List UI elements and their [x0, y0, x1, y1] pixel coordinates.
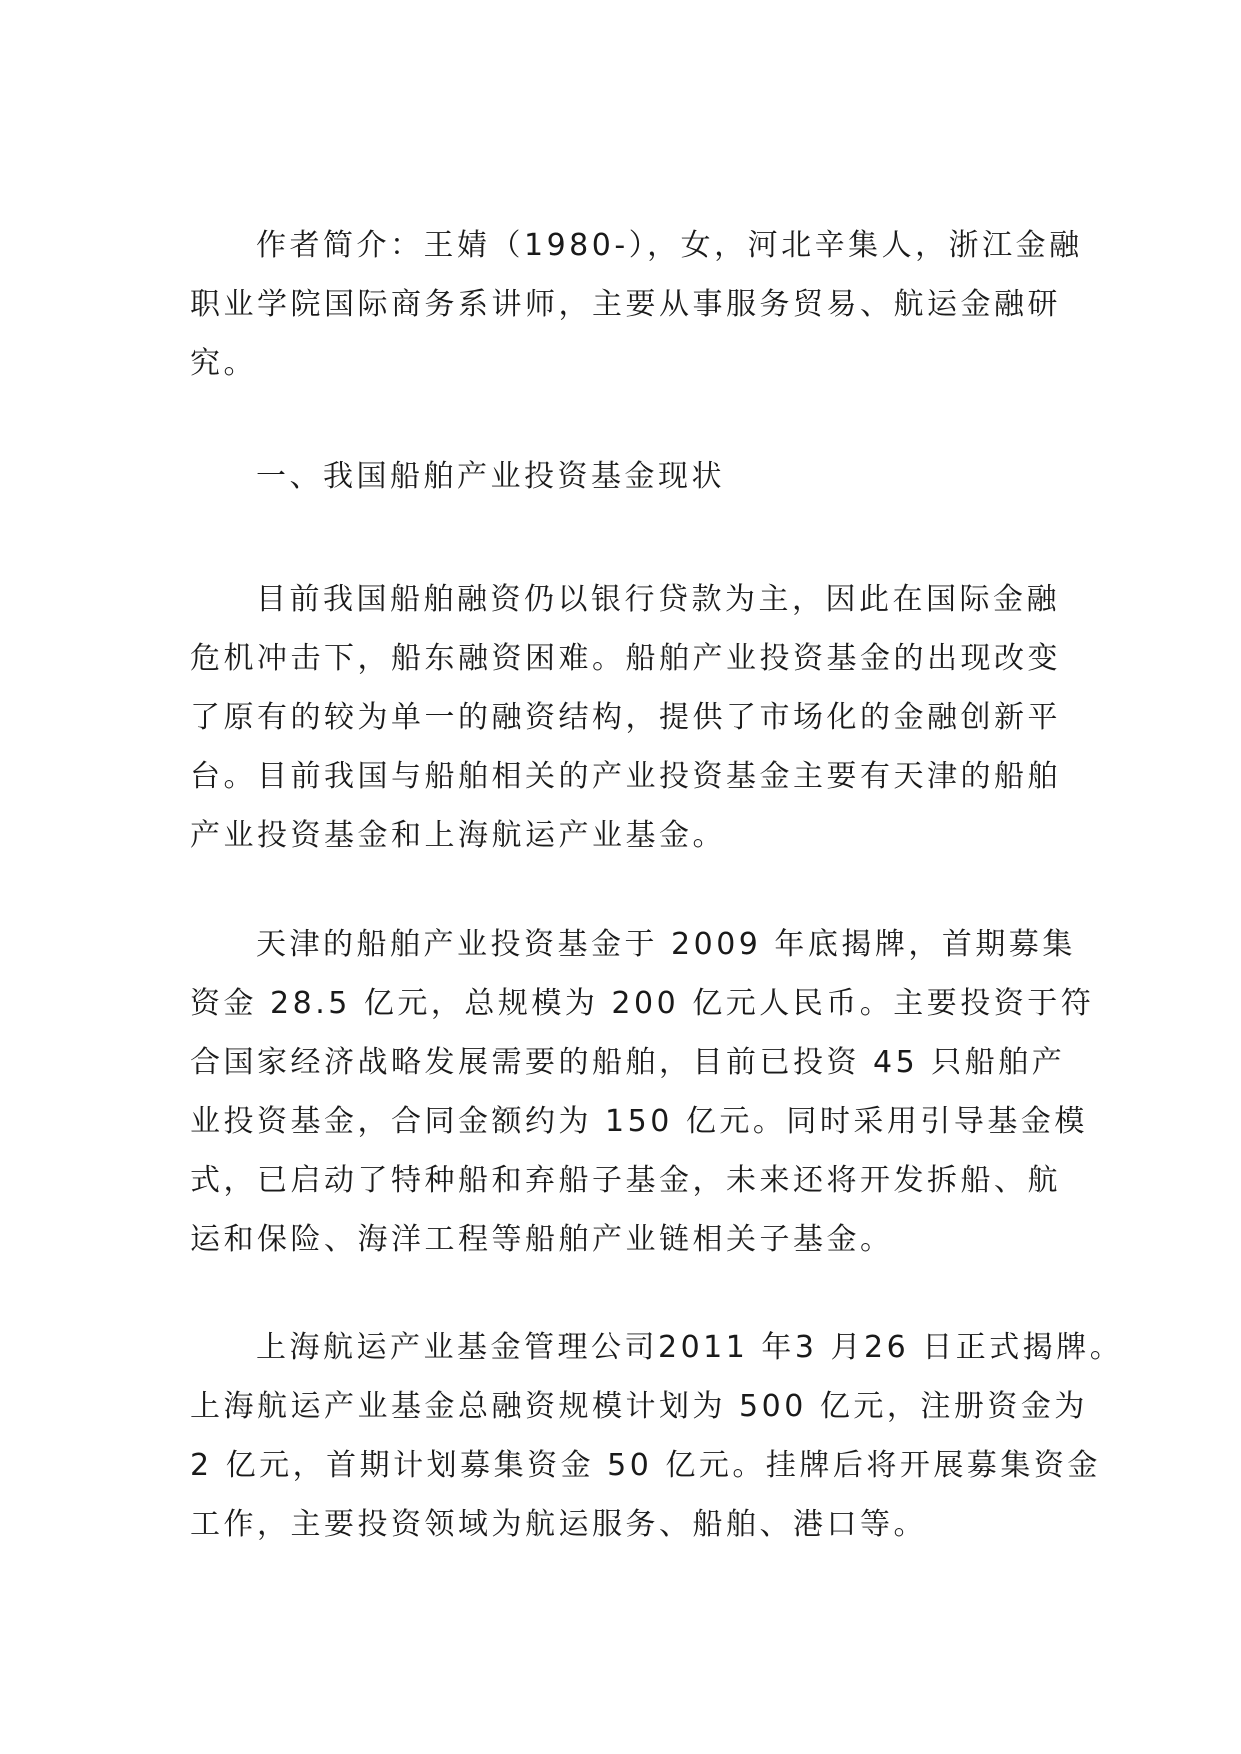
text-line: 合国家经济战略发展需要的船舶，目前已投资 45 只船舶产 [190, 1045, 1066, 1080]
text-line: 工作，主要投资领域为航运服务、船舶、港口等。 [190, 1507, 927, 1542]
text-line: 究。 [190, 346, 257, 381]
text-line: 上海航运产业基金总融资规模计划为 500 亿元，注册资金为 [190, 1389, 1088, 1424]
text-line: 台。目前我国与船舶相关的产业投资基金主要有天津的船舶 [190, 759, 1061, 794]
text-line: 了原有的较为单一的融资结构，提供了市场化的金融创新平 [190, 700, 1061, 735]
text-line: 危机冲击下，船东融资困难。船舶产业投资基金的出现改变 [190, 641, 1061, 676]
text-line: 式，已启动了特种船和弃船子基金，未来还将开发拆船、航 [190, 1163, 1061, 1198]
paragraph-2 [190, 915, 1095, 1269]
text-line: 运和保险、海洋工程等船舶产业链相关子基金。 [190, 1222, 894, 1257]
text-line: 职业学院国际商务系讲师，主要从事服务贸易、航运金融研 [190, 287, 1061, 322]
text-line: 产业投资基金和上海航运产业基金。 [190, 818, 726, 853]
text-line: 作者简介：王婧（1980-），女，河北辛集人，浙江金融 [256, 228, 1083, 263]
text-line: 业投资基金，合同金额约为 150 亿元。同时采用引导基金模 [190, 1104, 1088, 1139]
heading-text: 一、我国船舶产业投资基金现状 [256, 459, 725, 494]
text-line: 上海航运产业基金管理公司2011 年3 月26 日正式揭牌。 [256, 1330, 1124, 1365]
paragraph-3 [190, 1318, 1124, 1554]
text-line: 资金 28.5 亿元，总规模为 200 亿元人民币。主要投资于符 [190, 986, 1095, 1021]
paragraph-1 [190, 570, 1060, 865]
text-line: 目前我国船舶融资仍以银行贷款为主，因此在国际金融 [256, 582, 1060, 617]
section-heading [190, 447, 1060, 506]
text-line: 2 亿元，首期计划募集资金 50 亿元。挂牌后将开展募集资金 [190, 1448, 1101, 1483]
text-line: 天津的船舶产业投资基金于 2009 年底揭牌，首期募集 [256, 927, 1076, 962]
author-intro [190, 216, 1083, 393]
